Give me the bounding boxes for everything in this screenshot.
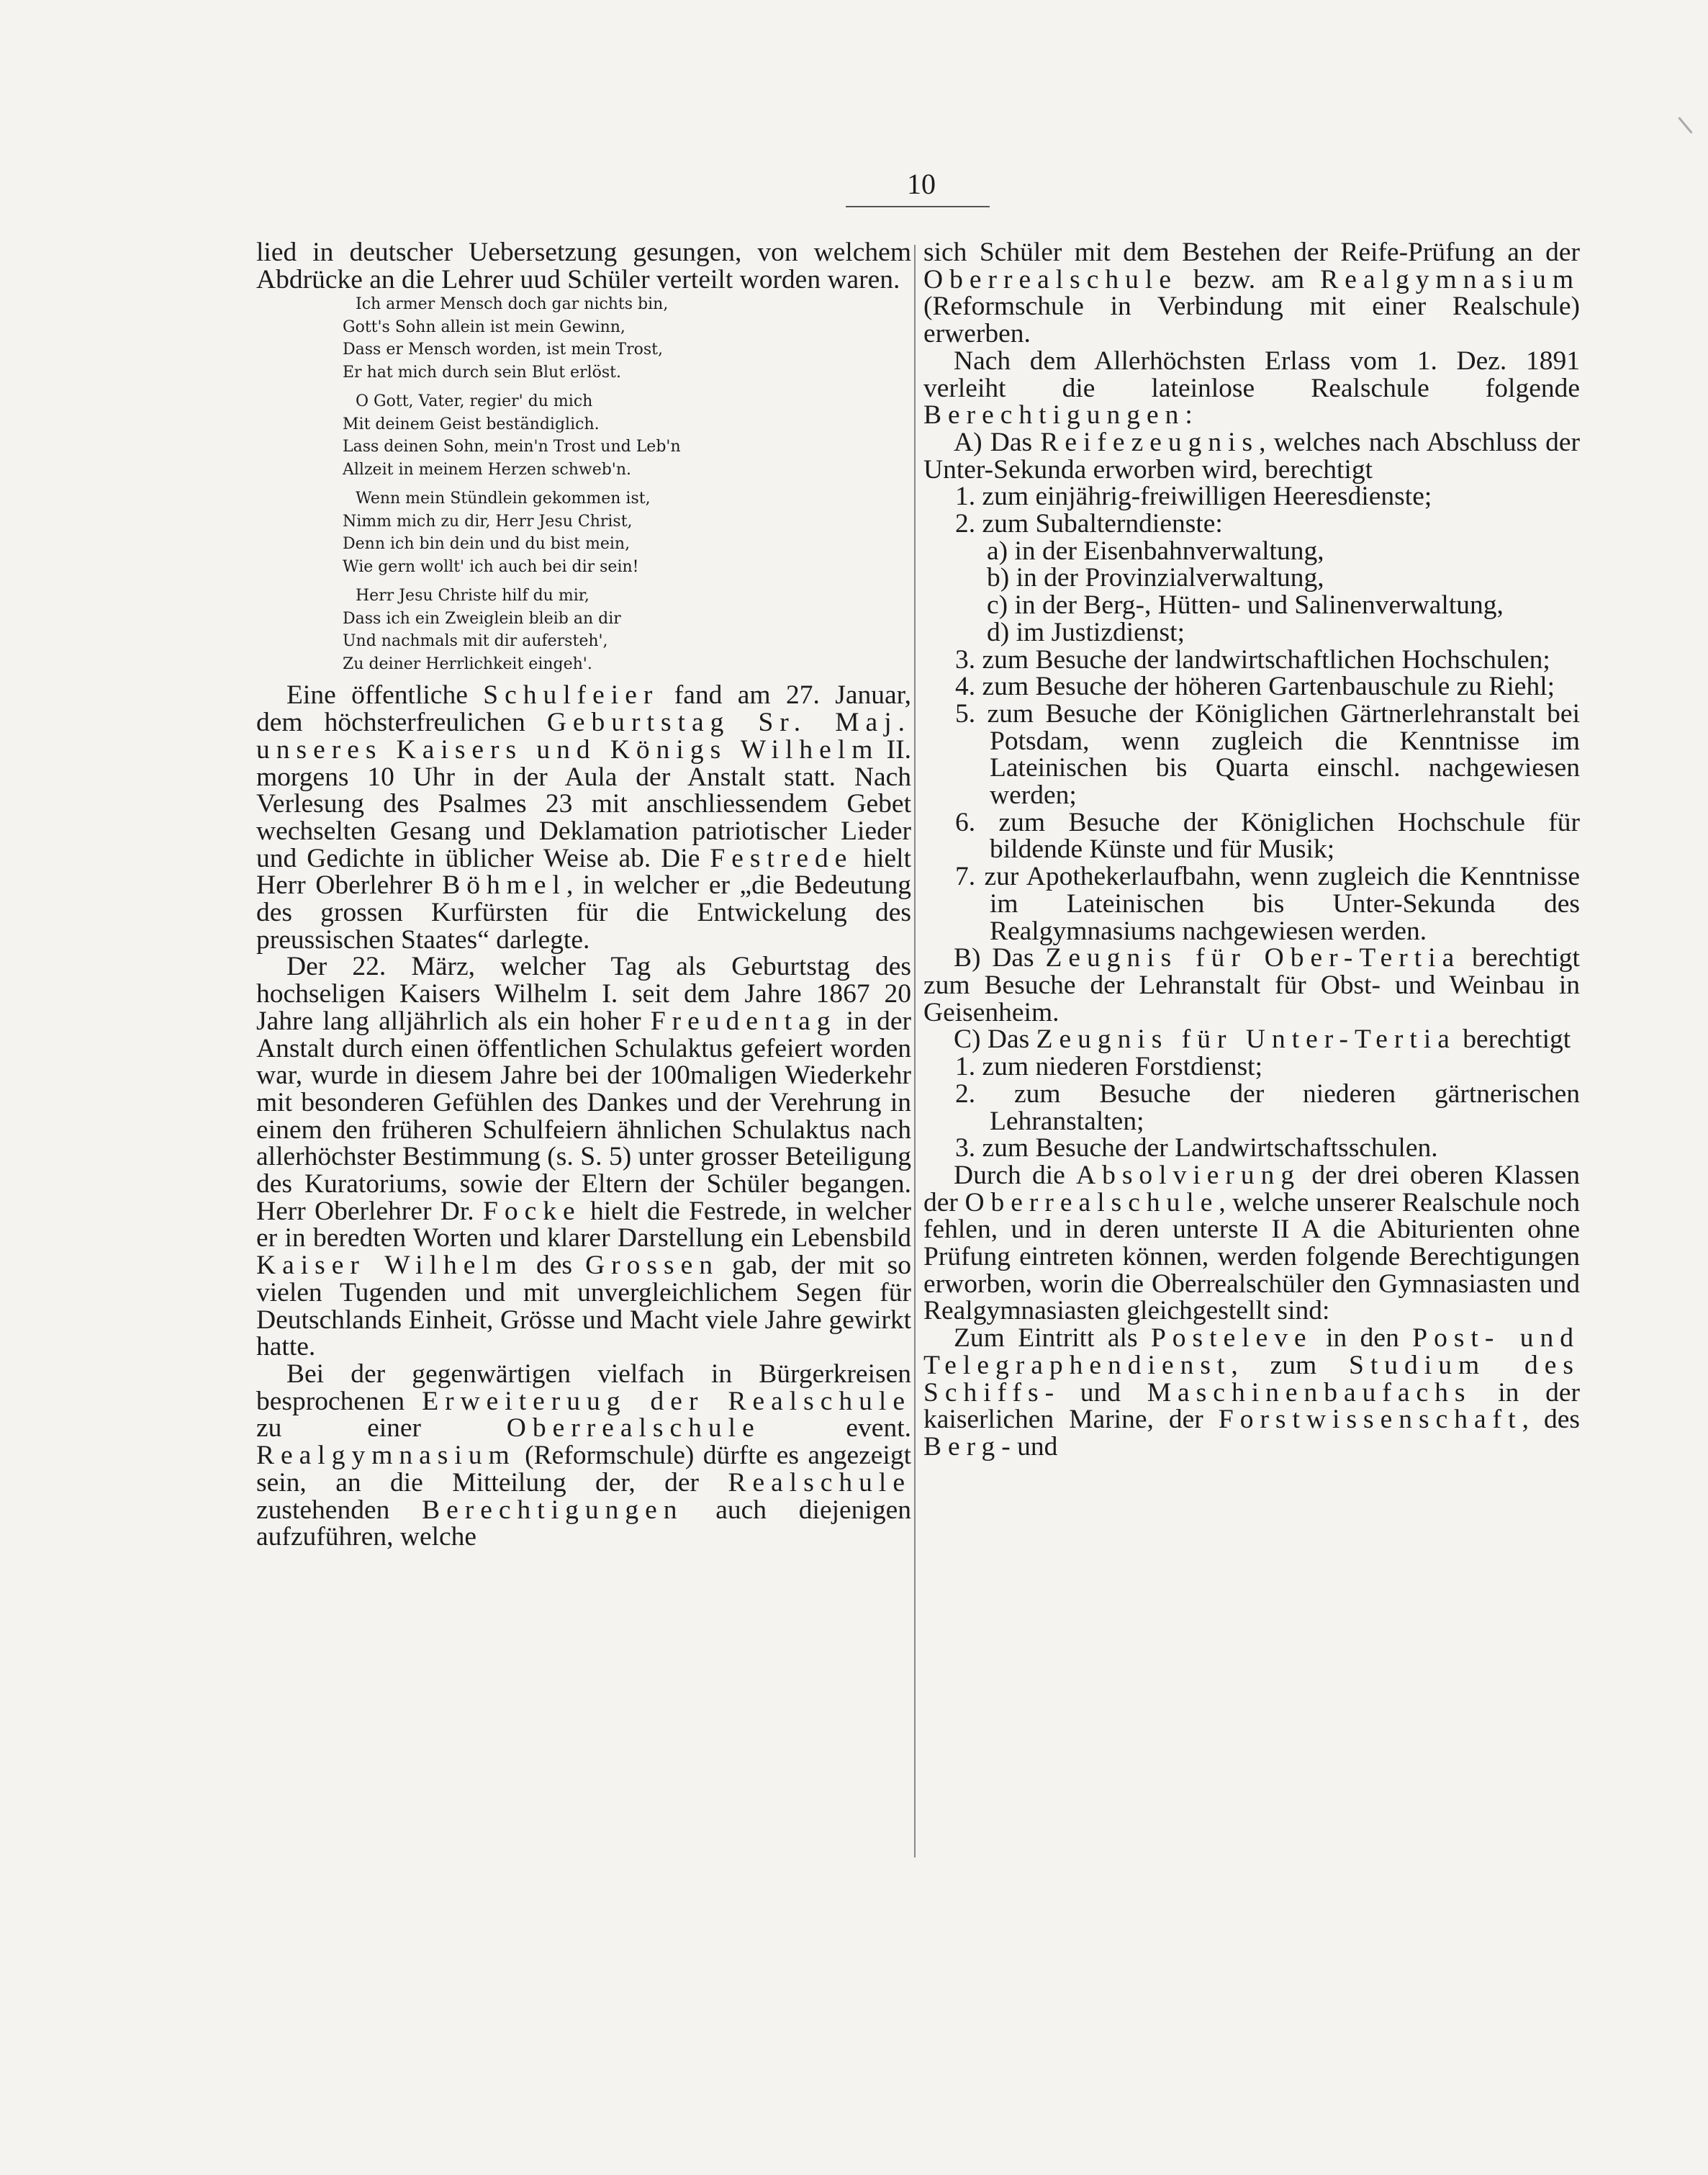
poem-line: Zu deiner Herrlichkeit eingeh'. xyxy=(343,654,592,673)
poem-line: Und nachmals mit dir aufersteh', xyxy=(343,632,608,651)
poem-line: Mit deinem Geist beständiglich. xyxy=(343,415,600,433)
paragraph-reife-pruefung: sich Schüler mit dem Bestehen der Reife-Prüfung an der Oberrealschule bezw. am Realgymnasium (Reformschule in Verbindung mit einer Realschule) erwerben. xyxy=(923,238,1580,349)
poem-line: Wie gern wollt' ich auch bei dir sein! xyxy=(343,557,639,576)
paragraph-erlass: Nach dem Allerhöchsten Erlass vom 1. Dez. 1891 verleiht die lateinlose Realschule folgende Berechtigungen: xyxy=(923,346,1580,431)
list-item: 3. zum Besuche der landwirtschaftlichen Hochschulen; xyxy=(955,644,1550,675)
paragraph-schulfeier: Eine öffentliche Schulfeier fand am 27. Januar, dem höchsterfreulichen Geburtstag Sr. Maj. unseres Kaisers und Königs Wilhelm II. morgens 10 Uhr in der Aula der Anstalt statt. Nach Verlesung des Psalmes 23 mit anschliessendem Gebet wechselten Gesang und Deklamation patriotischer Lieder und Gedichte in üblicher Weise ab. Die Festrede hielt Herr Oberlehrer Böhmel, in welcher er „die Bedeutung des grossen Kurfürsten für die Entwickelung des preussischen Staates“ darlegte. xyxy=(256,680,912,955)
poem-line: Lass deinen Sohn, mein'n Trost und Leb'n xyxy=(343,438,681,456)
poem-stanza xyxy=(343,585,911,675)
page-number: 10 xyxy=(907,168,936,200)
poem-line: Gott's Sohn allein ist mein Gewinn, xyxy=(343,318,625,336)
poem-line: Denn ich bin dein und du bist mein, xyxy=(343,535,631,554)
poem-line: Er hat mich durch sein Blut erlöst. xyxy=(343,363,621,382)
list-item: 4. zum Besuche der höheren Gartenbauschule zu Riehl; xyxy=(955,672,1555,702)
poem-line: Wenn mein Stündlein gekommen ist, xyxy=(356,490,651,508)
poem-line: Nimm mich zu dir, Herr Jesu Christ, xyxy=(343,512,633,531)
list-item: 7. zur Apothekerlaufbahn, wenn zugleich die Kenntnisse im Lateinischen bis Unter-Sekunda des Realgymnasiums nachgewiesen werden. xyxy=(955,862,1580,946)
paragraph-erweiterung: Bei der gegenwärtigen vielfach in Bürgerkreisen besprochenen Erweiteruug der Realschule zu einer Oberrealschule event. Realgymnasium (Reformschule) dürfte es angezeigt sein, an die Mitteilung der, der Realschule zustehenden Berechtigungen auch diejenigen aufzuführen, welche xyxy=(256,1359,911,1552)
paragraph-22-maerz: Der 22. März, welcher Tag als Geburtstag des hochseligen Kaisers Wilhelm I. seit dem Jahre 1867 20 Jahre lang alljährlich als ein hoher Freudentag in der Anstalt durch einen öffentlichen Schulaktus gefeiert worden war, wurde in diesem Jahre bei der 100maligen Wiederkehr mit besonderen Gefühlen des Dankes und der Verehrung in einem den früheren Schulfeiern ähnlichen Schulaktus nach allerhöchster Bestimmung (s. S. 5) unter grosser Beteiligung des Kuratoriums, sowie der Eltern der Schüler begangen. Herr Oberlehrer Dr. Focke hielt die Festrede, in welcher er in beredten Worten und klarer Darstellung ein Lebensbild Kaiser Wilhelm des Grossen gab, der mit so vielen Tugenden und mit unvergleichlichem Segen für Deutschlands Einheit, Grösse und Macht viele Jahre gewirkt hatte. xyxy=(256,952,911,1362)
section-a-reifezeugnis: A) Das Reifezeugnis, welches nach Abschluss der Unter-Sekunda erworben wird, berechtigt xyxy=(923,427,1580,485)
list-item: 5. zum Besuche der Königlichen Gärtnerlehranstalt bei Potsdam, wenn zugleich die Kenntnisse im Lateinischen bis Quarta einschl. nachgewiesen werden; xyxy=(955,698,1580,811)
paragraph-hymn-intro: lied in deutscher Uebersetzung gesungen, von welchem Abdrücke an die Lehrer uud Schüler verteilt worden waren. xyxy=(256,238,911,294)
list-subitem: a) in der Eisenbahnverwaltung, xyxy=(987,536,1324,566)
poem-stanza xyxy=(343,293,911,384)
column-divider xyxy=(914,245,916,1857)
list-item: 1. zum niederen Forstdienst; xyxy=(955,1052,1263,1082)
poem-stanza xyxy=(343,390,911,481)
paragraph-absolvierung: Durch die Absolvierung der drei oberen Klassen der Oberrealschule, welche unserer Realschule noch fehlen, und in deren unterste II A die Abiturienten ohne Prüfung eintreten können, werden folgende Berechtigungen erworben, worin die Oberrealschüler den Gymnasiasten und Realgymnasiasten gleichgestellt sind: xyxy=(923,1160,1581,1326)
poem-line: Herr Jesu Christe hilf du mir, xyxy=(356,587,589,605)
list-item: 2. zum Besuche der niederen gärtnerischen Lehranstalten; xyxy=(955,1079,1580,1136)
poem-line: Ich armer Mensch doch gar nichts bin, xyxy=(356,295,669,314)
list-subitem: d) im Justizdienst; xyxy=(987,617,1185,647)
list-item: 1. zum einjährig-freiwilligen Heeresdienste; xyxy=(955,482,1432,512)
paragraph-posteleve: Zum Eintritt als Posteleve in den Post- und Telegraphendienst, zum Studium des Schiffs- und Maschinenbaufachs in der kaiserlichen Marine, der Forstwissenschaft, des Berg- und xyxy=(923,1323,1580,1462)
list-item: 3. zum Besuche der Landwirtschaftsschulen. xyxy=(955,1133,1438,1163)
section-c-unter-tertia: C) Das Zeugnis für Unter-Tertia berechtigt xyxy=(954,1025,1571,1055)
scan-mark xyxy=(1678,117,1692,133)
poem-line: Allzeit in meinem Herzen schweb'n. xyxy=(343,460,632,479)
list-item: 6. zum Besuche der Königlichen Hochschule für bildende Künste und für Musik; xyxy=(955,807,1580,865)
poem-line: Dass ich ein Zweiglein bleib an dir xyxy=(343,609,621,628)
section-b-ober-tertia: B) Das Zeugnis für Ober-Tertia berechtigt zum Besuche der Lehranstalt für Obst- und Weinbau in Geisenheim. xyxy=(923,943,1580,1027)
list-subitem: c) in der Berg-, Hütten- und Salinenverwaltung, xyxy=(987,590,1504,621)
poem-stanza xyxy=(343,487,911,578)
page-number-rule xyxy=(846,206,990,207)
list-item: 2. zum Subalterndienste: xyxy=(955,509,1223,539)
right-column xyxy=(923,239,1580,1461)
poem-line: O Gott, Vater, regier' du mich xyxy=(356,392,593,411)
poem-line: Dass er Mensch worden, ist mein Trost, xyxy=(343,341,663,359)
list-subitem: b) in der Provinzialverwaltung, xyxy=(987,563,1324,593)
hymn-poem xyxy=(256,293,911,675)
left-column xyxy=(256,239,911,1551)
